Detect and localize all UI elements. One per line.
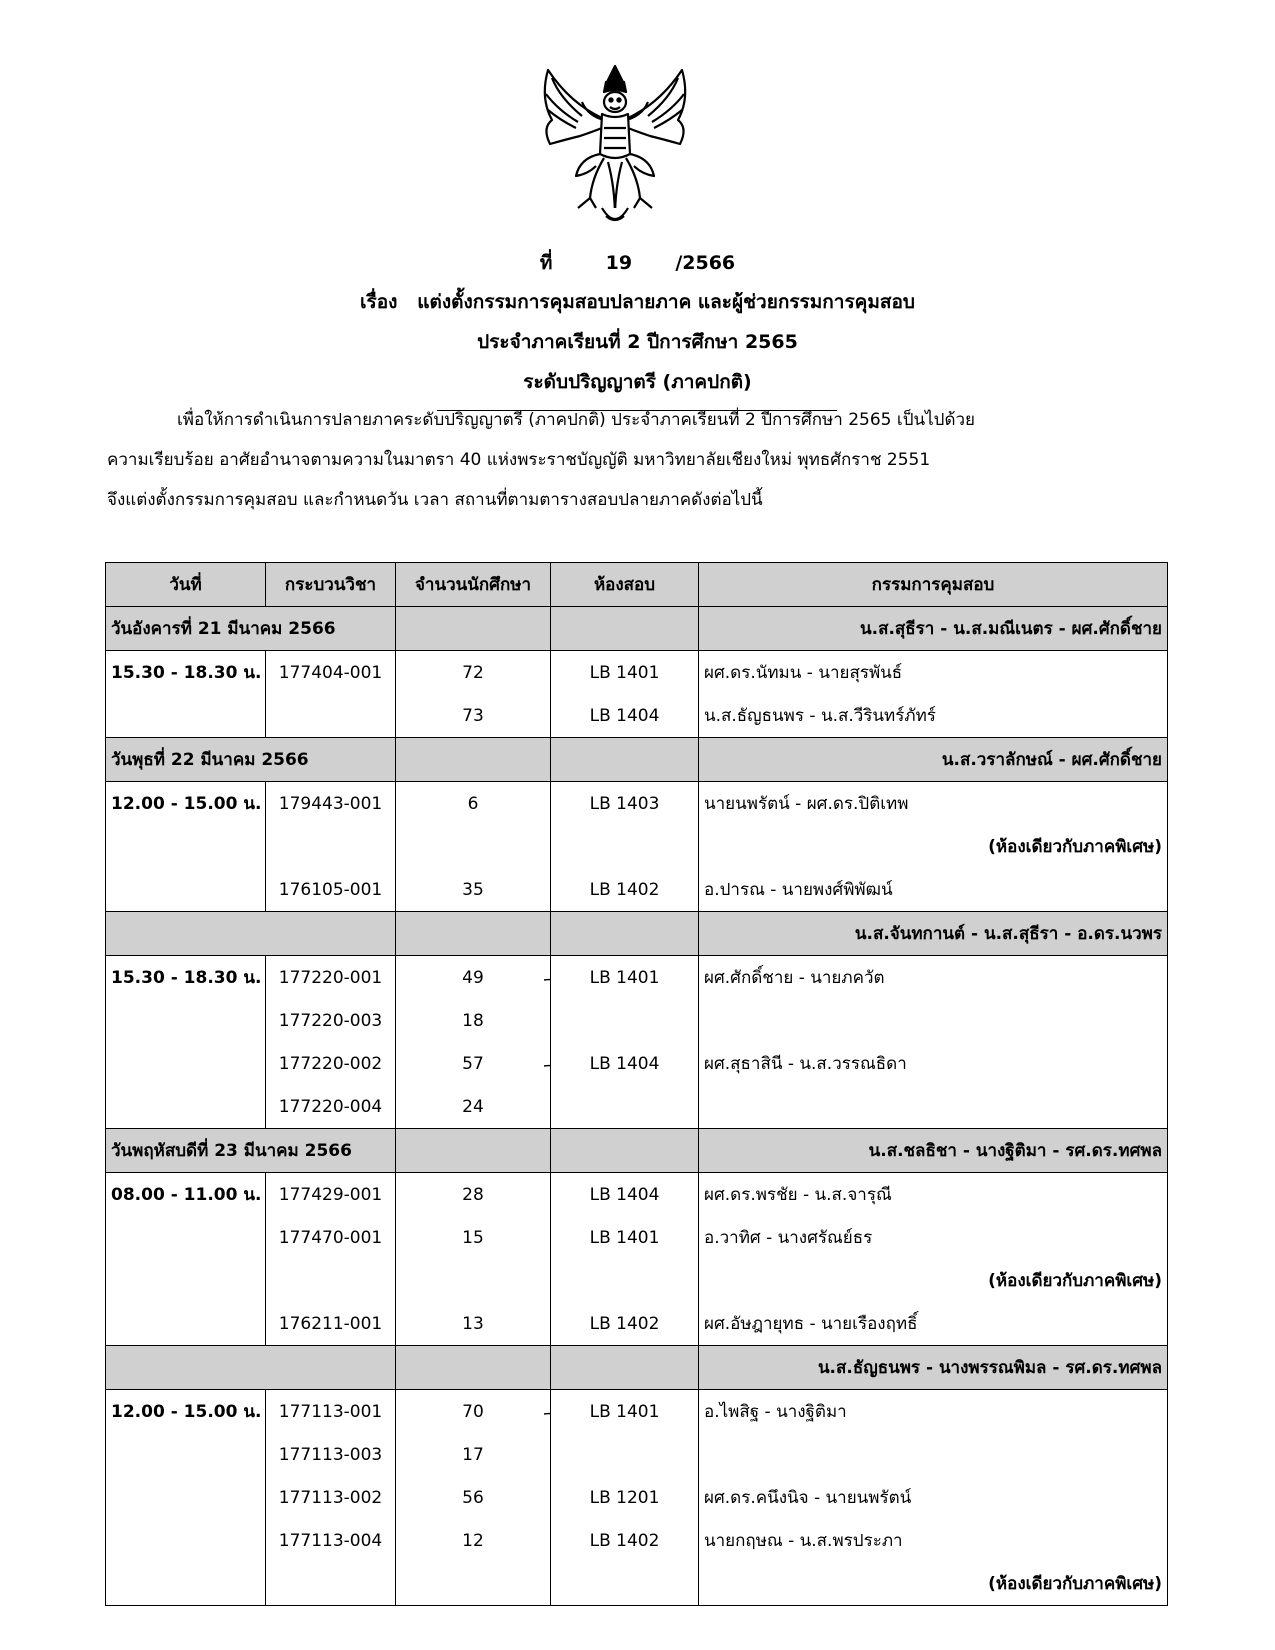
table-row [106,1302,1168,1346]
day-date-cell [106,1346,396,1390]
room-cell: LB 1403 [551,782,699,826]
students-cell: 70 [396,1390,551,1434]
group-bracket-icon [544,1064,551,1085]
body-line-2: ความเรียบร้อย อาศัยอำนาจตามความในมาตรา 40 แห่งพระราชบัญญัติ มหาวิทยาลัยเชียงใหม่ พุทธศักราช 2551 [107,450,931,470]
table-row [106,999,1168,1042]
day-date-cell: วันอังคารที่ 21 มีนาคม 2566 [106,607,396,651]
time-cell [106,1562,266,1606]
room-cell: LB 1404 [551,694,699,738]
time-cell: 15.30 - 18.30 น. [106,956,266,1000]
document-number-year: /2566 [675,252,736,274]
table-row [106,694,1168,738]
day-proctors-cell: น.ส.จันทกานต์ - น.ส.สุธีรา - อ.ดร.นวพร [699,912,1168,956]
course-cell: 179443-001 [266,782,396,826]
course-cell: 177220-002 [266,1042,396,1085]
day-students-cell [396,738,551,782]
proctors-cell: ผศ.ดร.คนึงนิจ - นายนพรัตน์ [699,1476,1168,1519]
group-bracket-icon [544,978,551,999]
course-cell [266,825,396,868]
room-cell: LB 1401 [551,1216,699,1259]
table-body [106,607,1168,1606]
day-header-row [106,738,1168,782]
proctors-cell: นายกฤษณ - น.ส.พรประภา [699,1519,1168,1562]
course-cell: 177429-001 [266,1173,396,1217]
day-proctors-cell: น.ส.สุธีรา - น.ส.มณีเนตร - ผศ.ศักดิ์ชาย [699,607,1168,651]
time-cell [106,1259,266,1302]
day-students-cell [396,607,551,651]
proctors-cell: อ.ไพสิฐ - นางฐิติมา [699,1390,1168,1434]
day-room-cell [551,1346,699,1390]
time-cell [106,1042,266,1085]
students-cell: 73 [396,694,551,738]
subject-text: แต่งตั้งกรรมการคุมสอบปลายภาค และผู้ช่วยกรรมการคุมสอบ [417,291,915,313]
time-cell: 08.00 - 11.00 น. [106,1173,266,1217]
exam-schedule-table [105,562,1168,1606]
proctors-cell: น.ส.ธัญธนพร - น.ส.วีรินทร์ภัทร์ [699,694,1168,738]
students-cell: 17 [396,1433,551,1476]
time-cell [106,1085,266,1129]
room-note-cell: (ห้องเดียวกับภาคพิเศษ) [699,1259,1168,1302]
time-cell [106,825,266,868]
header-students: จำนวนนักศึกษา [396,563,551,607]
table-row [106,956,1168,1000]
students-cell: 35 [396,868,551,912]
course-cell: 177113-003 [266,1433,396,1476]
day-date-cell [106,912,396,956]
room-cell [551,825,699,868]
room-cell: LB 1402 [551,1302,699,1346]
time-cell [106,1476,266,1519]
room-cell: LB 1401 [551,1390,699,1434]
students-cell: 24 [396,1085,551,1129]
course-cell: 177220-004 [266,1085,396,1129]
subject-line-2: ประจำภาคเรียนที่ 2 ปีการศึกษา 2565 [477,331,798,353]
table-row [106,868,1168,912]
day-header-row [106,912,1168,956]
subject-line-3: ระดับปริญญาตรี (ภาคปกติ) [523,371,752,393]
time-cell [106,868,266,912]
proctors-cell: ผศ.อัษฎายุทธ - นายเรืองฤทธิ์ [699,1302,1168,1346]
room-cell [551,1085,699,1129]
room-note-cell: (ห้องเดียวกับภาคพิเศษ) [699,825,1168,868]
day-header-row [106,607,1168,651]
course-cell [266,1259,396,1302]
table-row [106,1216,1168,1259]
subject-line-1 [0,287,1275,317]
students-cell: 72 [396,651,551,695]
group-bracket-icon [544,1412,551,1433]
proctors-cell: ผศ.ดร.นัทมน - นายสุรพันธ์ [699,651,1168,695]
students-cell: 18 [396,999,551,1042]
proctors-cell [699,999,1168,1042]
day-room-cell [551,912,699,956]
time-cell: 15.30 - 18.30 น. [106,651,266,695]
room-cell: LB 1401 [551,956,699,1000]
day-room-cell [551,1129,699,1173]
proctors-cell: ผศ.สุธาสินี - น.ส.วรรณธิดา [699,1042,1168,1085]
proctors-cell: ผศ.ศักดิ์ชาย - นายภควัต [699,956,1168,1000]
time-cell [106,999,266,1042]
course-cell: 176105-001 [266,868,396,912]
room-cell [551,1433,699,1476]
header-room: ห้องสอบ [551,563,699,607]
day-students-cell [396,912,551,956]
time-cell [106,694,266,738]
students-cell: 56 [396,1476,551,1519]
header-course: กระบวนวิชา [266,563,396,607]
day-proctors-cell: น.ส.วราลักษณ์ - ผศ.ศักดิ์ชาย [699,738,1168,782]
course-cell: 177220-001 [266,956,396,1000]
course-cell [266,1562,396,1606]
students-cell: 57 [396,1042,551,1085]
body-line-3: จึงแต่งตั้งกรรมการคุมสอบ และกำหนดวัน เวลา สถานที่ตามตารางสอบปลายภาคดังต่อไปนี้ [107,490,763,510]
course-cell: 177113-004 [266,1519,396,1562]
note-row [106,1259,1168,1302]
room-cell [551,1562,699,1606]
time-cell: 12.00 - 15.00 น. [106,782,266,826]
note-row [106,825,1168,868]
room-cell: LB 1402 [551,1519,699,1562]
table-row [106,1173,1168,1217]
garuda-emblem-icon [530,58,700,233]
proctors-cell: อ.วาทิศ - นางศรัณย์ธร [699,1216,1168,1259]
table-row [106,1519,1168,1562]
day-students-cell [396,1129,551,1173]
room-cell: LB 1404 [551,1042,699,1085]
course-cell: 177470-001 [266,1216,396,1259]
day-date-cell: วันพุธที่ 22 มีนาคม 2566 [106,738,396,782]
table-row [106,1085,1168,1129]
room-cell [551,999,699,1042]
time-cell [106,1216,266,1259]
document-number [0,248,1275,278]
day-header-row [106,1129,1168,1173]
table-row [106,1042,1168,1085]
body-paragraph [107,400,1167,520]
students-cell [396,1562,551,1606]
students-cell: 15 [396,1216,551,1259]
table-row [106,651,1168,695]
time-cell: 12.00 - 15.00 น. [106,1390,266,1434]
time-cell [106,1302,266,1346]
course-cell [266,694,396,738]
body-line-1: เพื่อให้การดำเนินการปลายภาคระดับปริญญาตรี (ภาคปกติ) ประจำภาคเรียนที่ 2 ปีการศึกษา 2565 เป็นไปด้วย [177,410,975,430]
header-date: วันที่ [106,563,266,607]
table-row [106,1433,1168,1476]
day-date-cell: วันพฤหัสบดีที่ 23 มีนาคม 2566 [106,1129,396,1173]
room-cell: LB 1401 [551,651,699,695]
room-cell: LB 1404 [551,1173,699,1217]
document-number-label: ที่ [539,252,553,274]
students-cell: 12 [396,1519,551,1562]
time-cell [106,1433,266,1476]
note-row [106,1562,1168,1606]
time-cell [106,1519,266,1562]
room-note-cell: (ห้องเดียวกับภาคพิเศษ) [699,1562,1168,1606]
day-proctors-cell: น.ส.ธัญธนพร - นางพรรณพิมล - รศ.ดร.ทศพล [699,1346,1168,1390]
day-room-cell [551,738,699,782]
students-cell: 13 [396,1302,551,1346]
day-proctors-cell: น.ส.ชลธิชา - นางฐิติมา - รศ.ดร.ทศพล [699,1129,1168,1173]
day-students-cell [396,1346,551,1390]
proctors-cell: ผศ.ดร.พรชัย - น.ส.จารุณี [699,1173,1168,1217]
students-cell: 6 [396,782,551,826]
proctors-cell [699,1433,1168,1476]
room-cell: LB 1201 [551,1476,699,1519]
course-cell: 177220-003 [266,999,396,1042]
day-room-cell [551,607,699,651]
proctors-cell: อ.ปารณ - นายพงศ์พิพัฒน์ [699,868,1168,912]
day-header-row [106,1346,1168,1390]
subject-label: เรื่อง [360,291,398,313]
room-cell: LB 1402 [551,868,699,912]
students-cell [396,825,551,868]
table-row [106,1476,1168,1519]
room-cell [551,1259,699,1302]
students-cell [396,1259,551,1302]
table-row [106,1390,1168,1434]
proctors-cell: นายนพรัตน์ - ผศ.ดร.ปิติเทพ [699,782,1168,826]
header-proctors: กรรมการคุมสอบ [699,563,1168,607]
course-cell: 177113-001 [266,1390,396,1434]
course-cell: 176211-001 [266,1302,396,1346]
students-cell: 28 [396,1173,551,1217]
table-row [106,782,1168,826]
course-cell: 177404-001 [266,651,396,695]
proctors-cell [699,1085,1168,1129]
document-number-value: 19 [605,252,633,274]
students-cell: 49 [396,956,551,1000]
course-cell: 177113-002 [266,1476,396,1519]
table-header-row [106,563,1168,607]
